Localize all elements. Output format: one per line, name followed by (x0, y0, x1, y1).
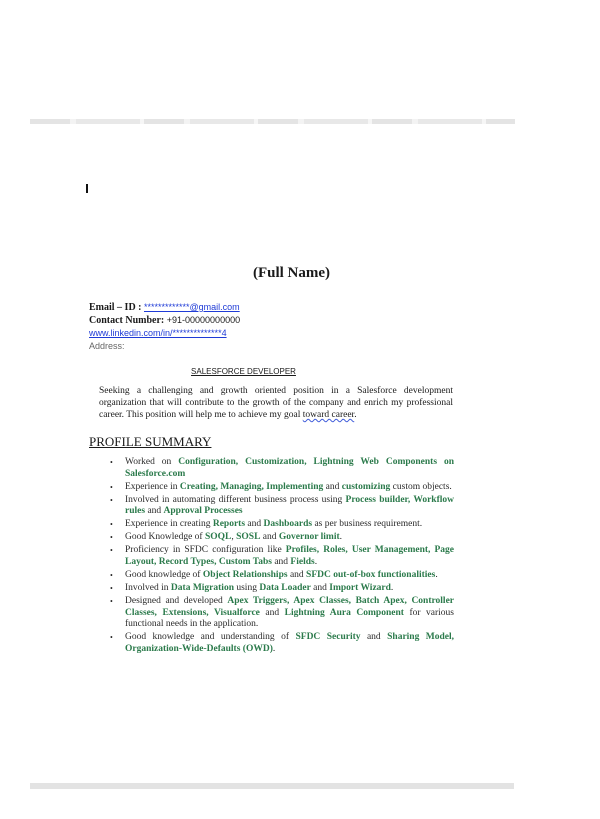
text-cursor (86, 184, 88, 193)
objective-text: Seeking a challenging and growth oriented position in a Salesforce development organization that will contribute to the growth of the company and enrich my professional career. This position will help me to achieve my goal (99, 386, 453, 420)
objective-paragraph (99, 385, 453, 421)
list-item: • Involved in Data Migration using Data Loader and Import Wizard. (110, 583, 394, 594)
phone-line (89, 314, 240, 327)
list-item: • Good knowledge of Object Relationships and SFDC out-of-box functionalities. (110, 570, 438, 581)
email-label: Email – ID : (89, 302, 144, 313)
list-item: • Designed and developed Apex Triggers, Apex Classes, Batch Apex, Controller Classes, Extensions, Visualforce and Lightning Aura Component for various functional needs in the application. (110, 596, 455, 630)
bullet-icon: • (110, 584, 113, 594)
list-item: • Experience in creating Reports and Dashboards as per business requirement. (110, 519, 423, 530)
bullet-icon: • (110, 597, 113, 607)
objective-spellcheck-text[interactable]: toward career (302, 410, 355, 420)
horizontal-scrollbar[interactable] (30, 783, 514, 789)
address-label: Address: (89, 341, 125, 351)
list-item: • Good Knowledge of SOQL, SOSL and Governor limit. (110, 532, 343, 543)
bullet-icon: • (110, 458, 113, 467)
list-item: • Experience in Creating, Managing, Implementing and customizing custom objects. (110, 481, 452, 492)
bullet-icon: • (110, 533, 113, 543)
bullet-icon: • (110, 633, 113, 643)
full-name-heading[interactable]: (Full Name) (252, 265, 331, 281)
bullet-icon: • (110, 571, 113, 581)
phone-label: Contact Number: (89, 315, 167, 326)
linkedin-link[interactable]: www.linkedin.com/in/**************4 (89, 328, 227, 338)
profile-summary-list (108, 457, 454, 657)
bullet-icon: • (110, 546, 113, 556)
list-item: • Worked on Configuration, Customization, Lightning Web Components on Salesforce.com (110, 457, 455, 479)
role-title: SALESFORCE DEVELOPER (191, 367, 296, 376)
email-line (89, 301, 240, 314)
profile-summary-heading: PROFILE SUMMARY (89, 434, 212, 449)
list-item: • Proficiency in SFDC configuration like Profiles, Roles, User Management, Page Layout, Record Types, Custom Tabs and Fields. (110, 545, 455, 567)
contact-block (89, 301, 240, 353)
email-link[interactable]: *************@gmail.com (144, 302, 240, 312)
phone-value: +91-00000000000 (166, 315, 241, 325)
list-item: • Involved in automating different business process using Process builder, Workflow rules and Approval Processes (110, 494, 454, 517)
bullet-icon: • (110, 495, 113, 505)
linkedin-line (89, 327, 240, 340)
address-line (89, 340, 240, 353)
list-item: • Good knowledge and understanding of SFDC Security and Sharing Model, Organization-Wide-Defaults (OWD). (110, 632, 455, 654)
objective-text-end: . (354, 410, 357, 420)
header-divider (30, 119, 515, 124)
bullet-icon: • (110, 520, 113, 530)
bullet-icon: • (110, 482, 113, 492)
